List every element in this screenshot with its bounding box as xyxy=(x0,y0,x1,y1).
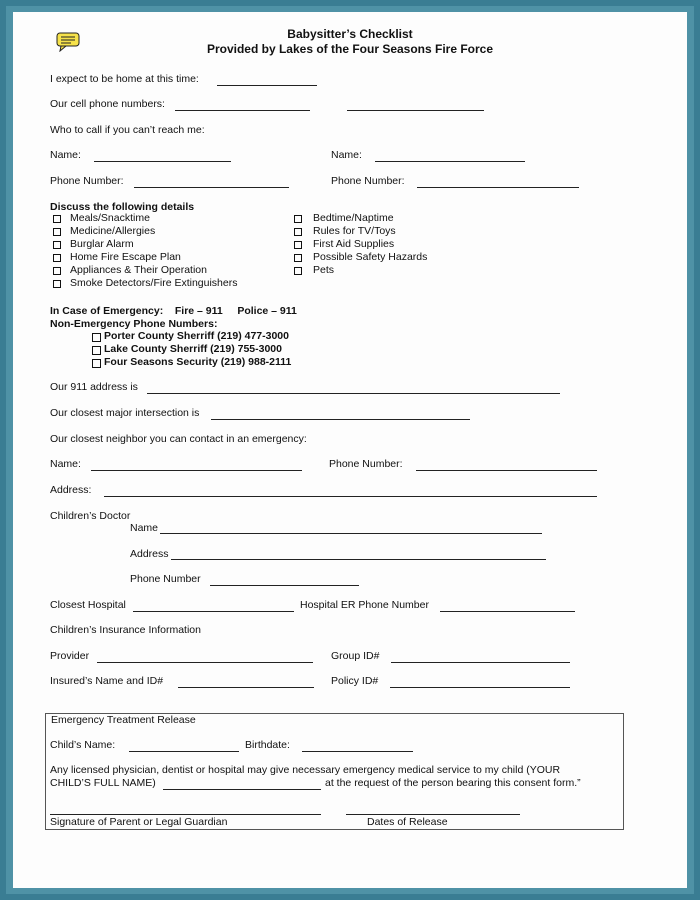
contact2-phone-field[interactable] xyxy=(417,187,579,188)
emergency-line: In Case of Emergency: Fire – 911 Police – 911 xyxy=(50,305,297,317)
insured-label: Insured’s Name and ID# xyxy=(50,675,164,687)
doctor-heading: Children’s Doctor xyxy=(50,510,131,522)
hospital-er-field[interactable] xyxy=(440,611,575,612)
checkbox[interactable] xyxy=(294,267,302,275)
group-id-field[interactable] xyxy=(391,662,570,663)
detail-item: Rules for TV/Toys xyxy=(313,225,396,237)
birthdate-label: Birthdate: xyxy=(245,739,290,751)
checkbox[interactable] xyxy=(294,254,302,262)
doctor-name-label: Name xyxy=(130,522,159,534)
release-heading: Emergency Treatment Release xyxy=(51,714,196,726)
group-id-label: Group ID# xyxy=(331,650,380,662)
checkbox[interactable] xyxy=(92,346,101,355)
consent-line-2: at the request of the person bearing this consent form.” xyxy=(325,777,581,789)
consent-child-field[interactable] xyxy=(163,789,321,790)
detail-item: Meals/Snacktime xyxy=(70,212,150,224)
detail-item: Bedtime/Naptime xyxy=(313,212,394,224)
contact2-name-label: Name: xyxy=(331,149,362,161)
checkbox[interactable] xyxy=(53,215,61,223)
checkbox[interactable] xyxy=(53,254,61,262)
hospital-field[interactable] xyxy=(133,611,294,612)
neighbor-address-field[interactable] xyxy=(104,496,597,497)
detail-item: Appliances & Their Operation xyxy=(70,264,207,276)
detail-item: Home Fire Escape Plan xyxy=(70,251,181,263)
hospital-label: Closest Hospital xyxy=(50,599,126,611)
insured-field[interactable] xyxy=(178,687,314,688)
intersection-label: Our closest major intersection is xyxy=(50,407,200,419)
policy-id-field[interactable] xyxy=(390,687,570,688)
doctor-phone-field[interactable] xyxy=(210,585,359,586)
intersection-field[interactable] xyxy=(211,419,470,420)
address-911-label: Our 911 address is xyxy=(50,381,138,393)
insurance-heading: Children’s Insurance Information xyxy=(50,624,201,636)
neighbor-name-label: Name: xyxy=(50,458,81,470)
checkbox[interactable] xyxy=(294,241,302,249)
checkbox[interactable] xyxy=(294,228,302,236)
doctor-address-label: Address xyxy=(130,548,169,560)
checkbox[interactable] xyxy=(92,333,101,342)
cell-number-field-2[interactable] xyxy=(347,110,484,111)
checkbox[interactable] xyxy=(53,228,61,236)
details-heading: Discuss the following details xyxy=(50,201,195,213)
detail-item: Possible Safety Hazards xyxy=(313,251,428,263)
document-page xyxy=(13,12,687,888)
dates-label: Dates of Release xyxy=(367,816,448,828)
child-name-field[interactable] xyxy=(129,751,239,752)
signature-label: Signature of Parent or Legal Guardian xyxy=(50,816,228,828)
checkbox[interactable] xyxy=(53,241,61,249)
page-title: Babysitter’s Checklist xyxy=(287,27,413,41)
home-time-field[interactable] xyxy=(217,85,317,86)
who-to-call-label: Who to call if you can’t reach me: xyxy=(50,124,205,136)
checkbox[interactable] xyxy=(294,215,302,223)
contact1-phone-label: Phone Number: xyxy=(50,175,124,187)
detail-item: First Aid Supplies xyxy=(313,238,395,250)
signature-field[interactable] xyxy=(50,814,321,815)
provider-label: Provider xyxy=(50,650,90,662)
detail-item: Pets xyxy=(313,264,335,276)
cell-numbers-label: Our cell phone numbers: xyxy=(50,98,165,110)
hospital-er-label: Hospital ER Phone Number xyxy=(300,599,429,611)
home-time-label: I expect to be home at this time: xyxy=(50,73,199,85)
neighbor-name-field[interactable] xyxy=(91,470,302,471)
contact1-name-label: Name: xyxy=(50,149,81,161)
doctor-phone-label: Phone Number xyxy=(130,573,201,585)
contact1-phone-field[interactable] xyxy=(134,187,289,188)
contact-porter: Porter County Sherriff (219) 477-3000 xyxy=(104,330,289,342)
doctor-name-field[interactable] xyxy=(160,533,542,534)
policy-id-label: Policy ID# xyxy=(331,675,379,687)
cell-number-field-1[interactable] xyxy=(175,110,310,111)
contact-security: Four Seasons Security (219) 988-2111 xyxy=(104,356,292,368)
detail-item: Medicine/Allergies xyxy=(70,225,156,237)
checkbox[interactable] xyxy=(92,359,101,368)
child-name-label: Child’s Name: xyxy=(50,739,116,751)
consent-line-1: Any licensed physician, dentist or hospital may give necessary emergency medical service to my child (YOUR xyxy=(50,764,561,776)
page-subtitle: Provided by Lakes of the Four Seasons Fire Force xyxy=(206,42,494,56)
non-emergency-heading: Non-Emergency Phone Numbers: xyxy=(50,318,218,330)
contact1-name-field[interactable] xyxy=(94,161,231,162)
checkbox[interactable] xyxy=(53,280,61,288)
contact2-name-field[interactable] xyxy=(375,161,525,162)
consent-child-label: CHILD’S FULL NAME) xyxy=(50,777,156,789)
neighbor-phone-label: Phone Number: xyxy=(329,458,403,470)
address-911-field[interactable] xyxy=(147,393,560,394)
doctor-address-field[interactable] xyxy=(171,559,546,560)
dates-field[interactable] xyxy=(346,814,520,815)
birthdate-field[interactable] xyxy=(302,751,413,752)
neighbor-label: Our closest neighbor you can contact in an emergency: xyxy=(50,433,307,445)
neighbor-address-label: Address: xyxy=(50,484,92,496)
contact-lake: Lake County Sherriff (219) 755-3000 xyxy=(104,343,282,355)
neighbor-phone-field[interactable] xyxy=(416,470,597,471)
provider-field[interactable] xyxy=(97,662,313,663)
detail-item: Smoke Detectors/Fire Extinguishers xyxy=(70,277,238,289)
detail-item: Burglar Alarm xyxy=(70,238,134,250)
contact2-phone-label: Phone Number: xyxy=(331,175,405,187)
checkbox[interactable] xyxy=(53,267,61,275)
